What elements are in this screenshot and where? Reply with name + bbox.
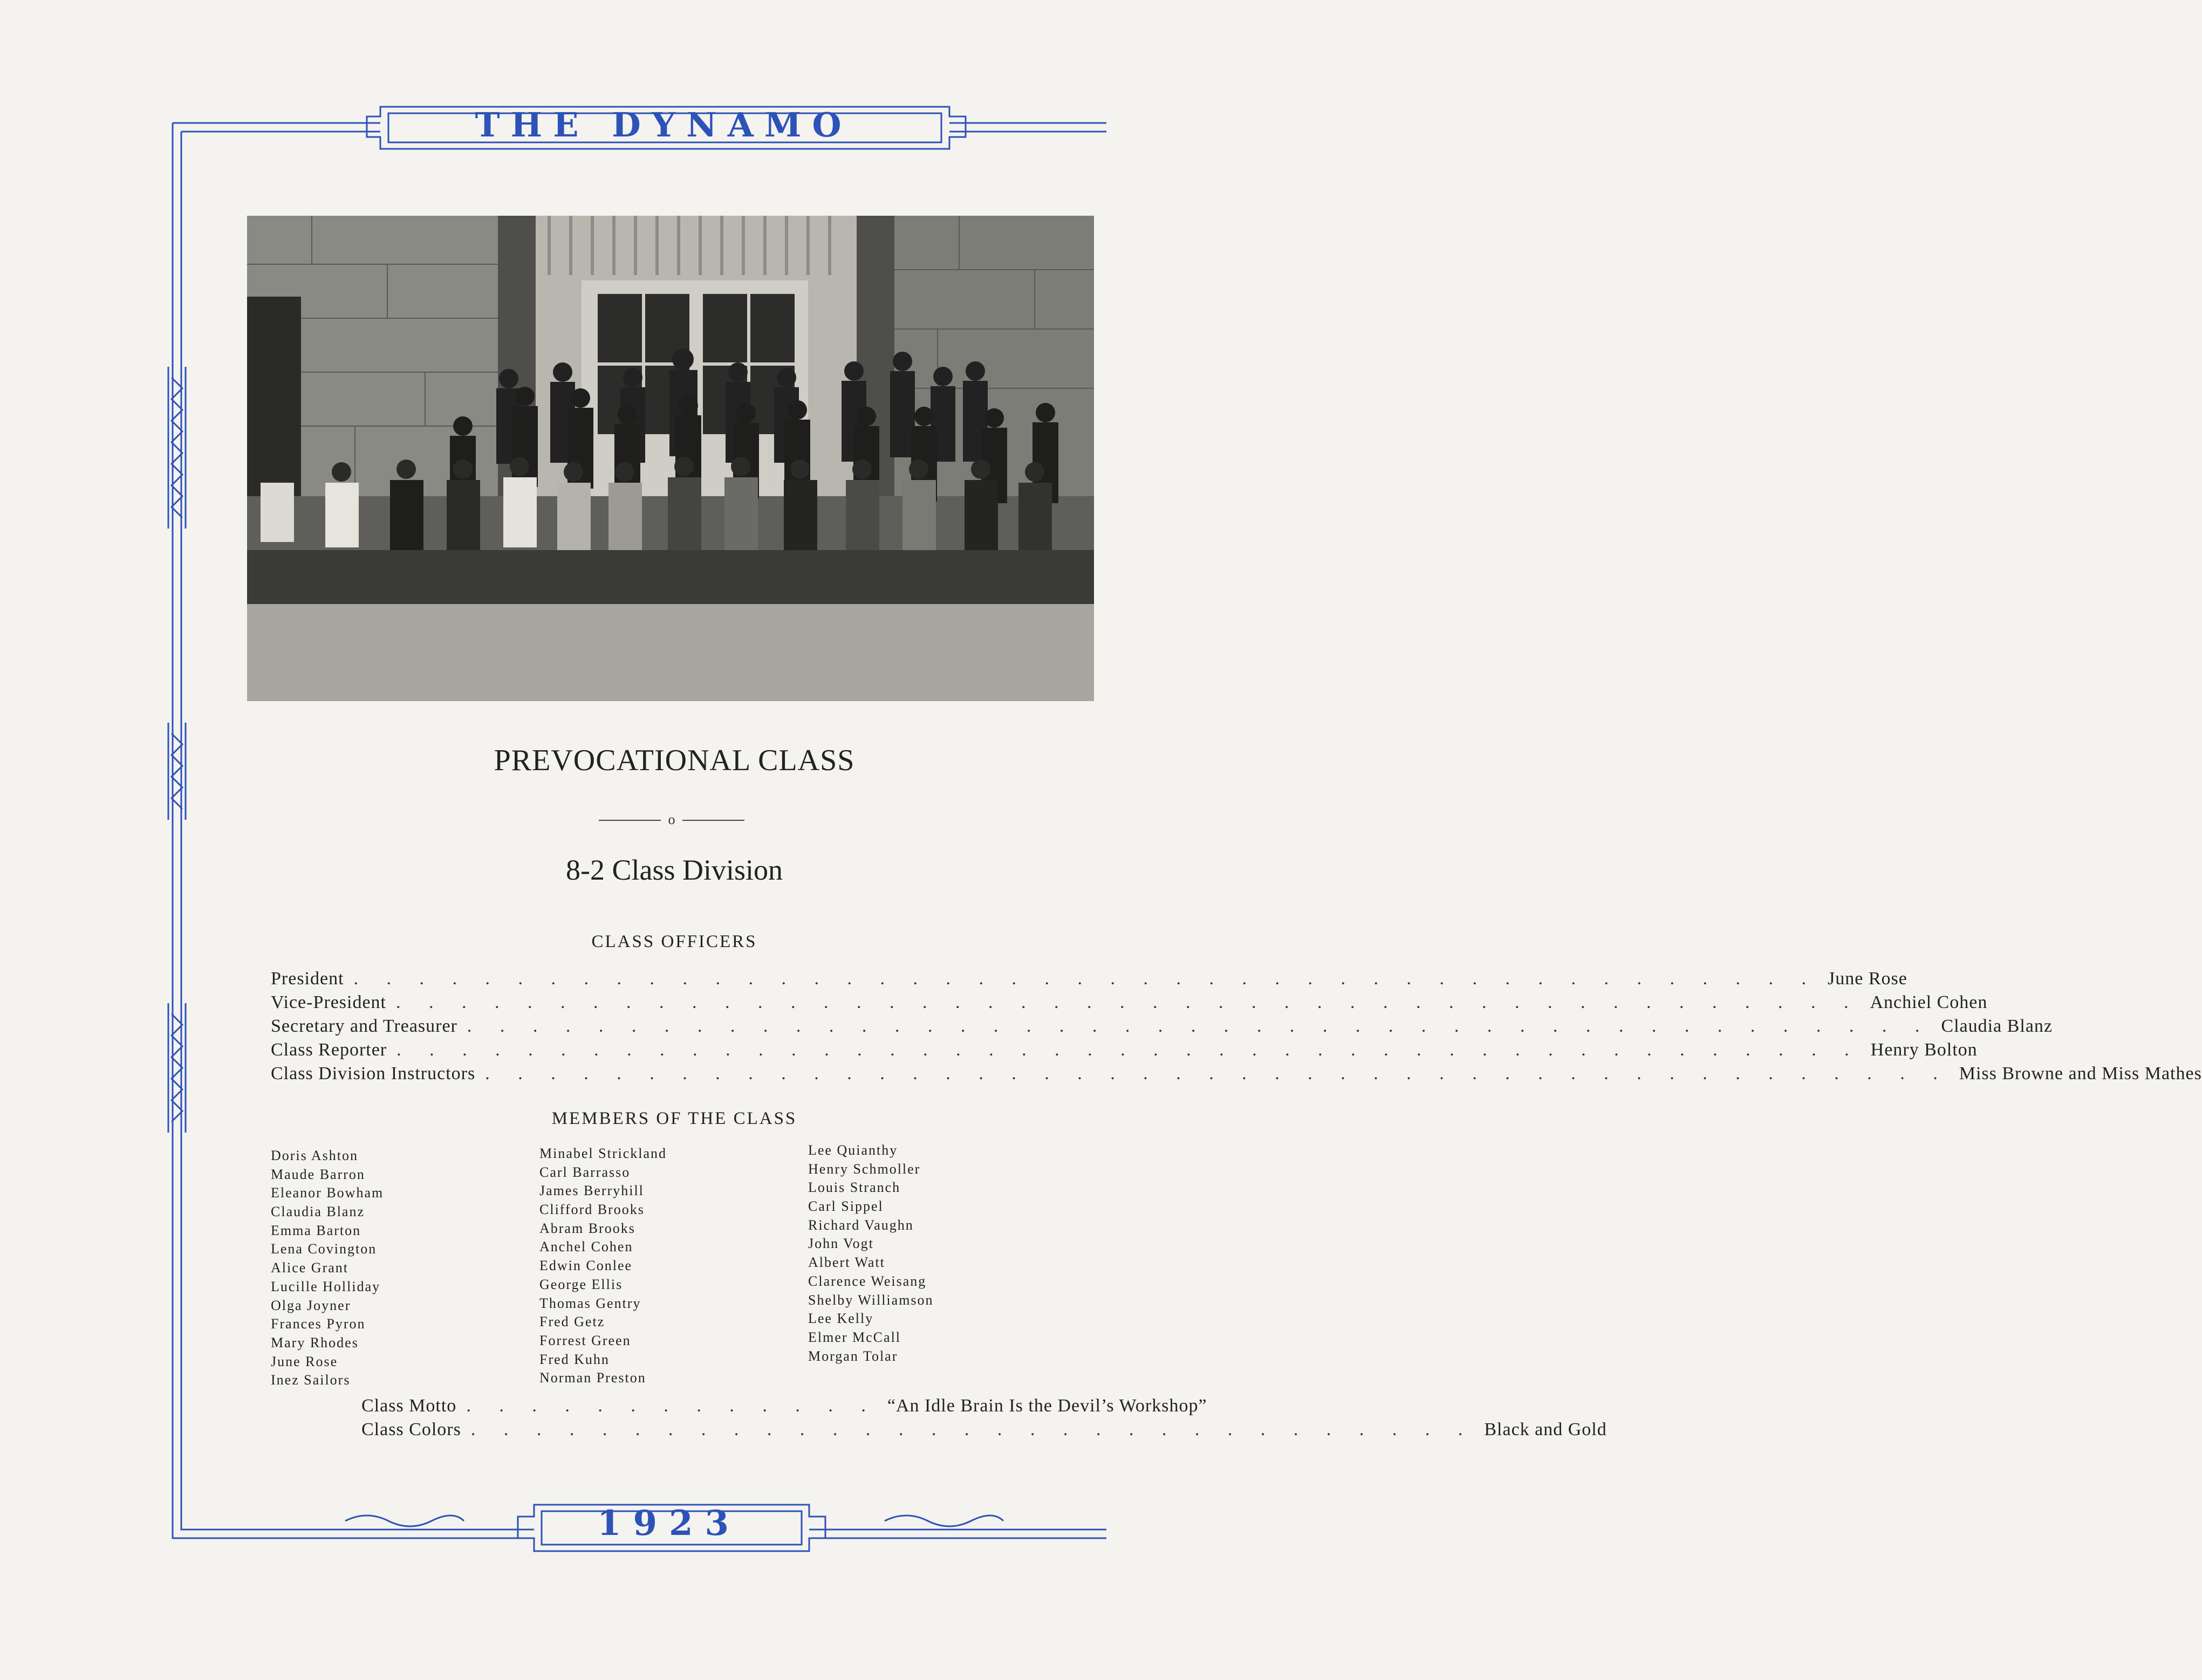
officer-role: President xyxy=(271,969,344,989)
member-name: Lee Quianthy xyxy=(808,1142,898,1158)
officers-list xyxy=(271,969,2202,1087)
member-name: Henry Schmoller xyxy=(808,1161,921,1177)
officer-row xyxy=(271,1016,2053,1040)
leader-dots: . . . . . . . . . . . . . . . . . . . . . . . . . . . . . . . . . . . . . . . . . . . . . xyxy=(485,1064,1950,1084)
member-name: Shelby Williamson xyxy=(808,1292,934,1308)
officer-role: Secretary and Treasurer xyxy=(271,1016,457,1036)
member-name: Clifford Brooks xyxy=(539,1202,645,1218)
member-name: Morgan Tolar xyxy=(808,1348,898,1364)
officer-row xyxy=(271,969,1907,992)
officers-title: CLASS OFFICERS xyxy=(591,932,757,951)
class-info xyxy=(361,1396,1607,1443)
officer-role: Vice-President xyxy=(271,992,386,1012)
officer-name: June Rose xyxy=(1828,969,1907,989)
member-name: Carl Sippel xyxy=(808,1198,884,1215)
member-name: Carl Barrasso xyxy=(539,1164,631,1180)
member-name: Thomas Gentry xyxy=(539,1295,641,1311)
member-name: June Rose xyxy=(271,1353,338,1369)
member-name: Norman Preston xyxy=(539,1370,646,1386)
leader-dots: . . . . . . . . . . . . . . . . . . . . . . . . . . . . . . . . . . . . . . . . . . . . . xyxy=(396,1040,1861,1060)
officer-name: Claudia Blanz xyxy=(1941,1016,2053,1036)
footer-year: 1923 xyxy=(597,1503,741,1544)
leader-dots: . . . . . . . . . . . . . . . . . . . . . . . . . . . . . . . . . . . . . . . . . . . . . xyxy=(467,1016,1932,1036)
member-name: Clarence Weisang xyxy=(808,1273,927,1289)
officer-name: Anchiel Cohen xyxy=(1870,992,1988,1012)
officer-row xyxy=(271,1040,1978,1064)
members-column-2 xyxy=(539,1144,798,1388)
member-name: Abram Brooks xyxy=(539,1220,635,1236)
member-name: Fred Kuhn xyxy=(539,1351,610,1367)
leader-dots: . . . . . . . . . . . . . . . . . . . . . . . . . . . . . . . . . . . . . . . . . . . . . xyxy=(353,969,1818,989)
member-name: Lucille Holliday xyxy=(271,1278,381,1294)
member-name: Richard Vaughn xyxy=(808,1217,914,1233)
member-name: Mary Rhodes xyxy=(271,1334,359,1350)
officer-name: Henry Bolton xyxy=(1870,1040,1978,1060)
page-subheading: 8-2 Class Division xyxy=(565,854,783,886)
member-name: Doris Ashton xyxy=(271,1148,358,1163)
member-name: Fred Getz xyxy=(539,1314,605,1330)
leader-dots: . . . . . . . . . . . . . xyxy=(466,1396,878,1416)
members-title: MEMBERS OF THE CLASS xyxy=(551,1109,797,1128)
officer-name: Miss Browne and Miss Mathes xyxy=(1959,1064,2202,1084)
member-name: Lee Kelly xyxy=(808,1311,874,1327)
leader-dots: . . . . . . . . . . . . . . . . . . . . . . . . . . . . . . . xyxy=(470,1420,1475,1439)
member-name: Alice Grant xyxy=(271,1260,349,1276)
member-name: George Ellis xyxy=(539,1276,623,1292)
officer-role: Class Reporter xyxy=(271,1040,387,1060)
officer-role: Class Division Instructors xyxy=(271,1064,476,1084)
member-name: Claudia Blanz xyxy=(271,1204,365,1220)
motto-label: Class Motto xyxy=(361,1396,457,1416)
colors-text: Black and Gold xyxy=(1484,1420,1607,1439)
member-name: Elmer McCall xyxy=(808,1329,901,1345)
officer-row xyxy=(271,1064,2202,1087)
member-name: James Berryhill xyxy=(539,1183,644,1199)
officer-row xyxy=(271,992,1988,1016)
members-column-3 xyxy=(808,1141,1067,1366)
page-heading: PREVOCATIONAL CLASS xyxy=(494,744,855,777)
heading-divider: o xyxy=(599,809,744,831)
member-name: Minabel Strickland xyxy=(539,1146,667,1161)
colors-row xyxy=(361,1420,1607,1443)
class-group-photo-icon xyxy=(247,216,1094,701)
member-name: Olga Joyner xyxy=(271,1297,351,1313)
member-name: John Vogt xyxy=(808,1236,874,1252)
leader-dots: . . . . . . . . . . . . . . . . . . . . . . . . . . . . . . . . . . . . . . . . . . . . . xyxy=(396,992,1861,1012)
header-title: THE DYNAMO xyxy=(475,105,852,145)
member-name: Anchel Cohen xyxy=(539,1239,633,1255)
member-name: Lena Covington xyxy=(271,1241,377,1257)
colors-label: Class Colors xyxy=(361,1420,461,1439)
member-name: Albert Watt xyxy=(808,1254,885,1271)
member-name: Edwin Conlee xyxy=(539,1258,633,1274)
member-name: Frances Pyron xyxy=(271,1316,366,1332)
motto-row xyxy=(361,1396,1207,1420)
member-name: Eleanor Bowham xyxy=(271,1185,384,1201)
motto-text: “An Idle Brain Is the Devil’s Workshop” xyxy=(887,1396,1207,1416)
member-name: Emma Barton xyxy=(271,1222,361,1238)
class-photo xyxy=(247,216,1094,701)
member-name: Forrest Green xyxy=(539,1332,631,1348)
member-name: Maude Barron xyxy=(271,1166,365,1182)
members-column-1 xyxy=(271,1147,530,1390)
member-name: Inez Sailors xyxy=(271,1372,351,1388)
member-name: Louis Stranch xyxy=(808,1180,901,1196)
